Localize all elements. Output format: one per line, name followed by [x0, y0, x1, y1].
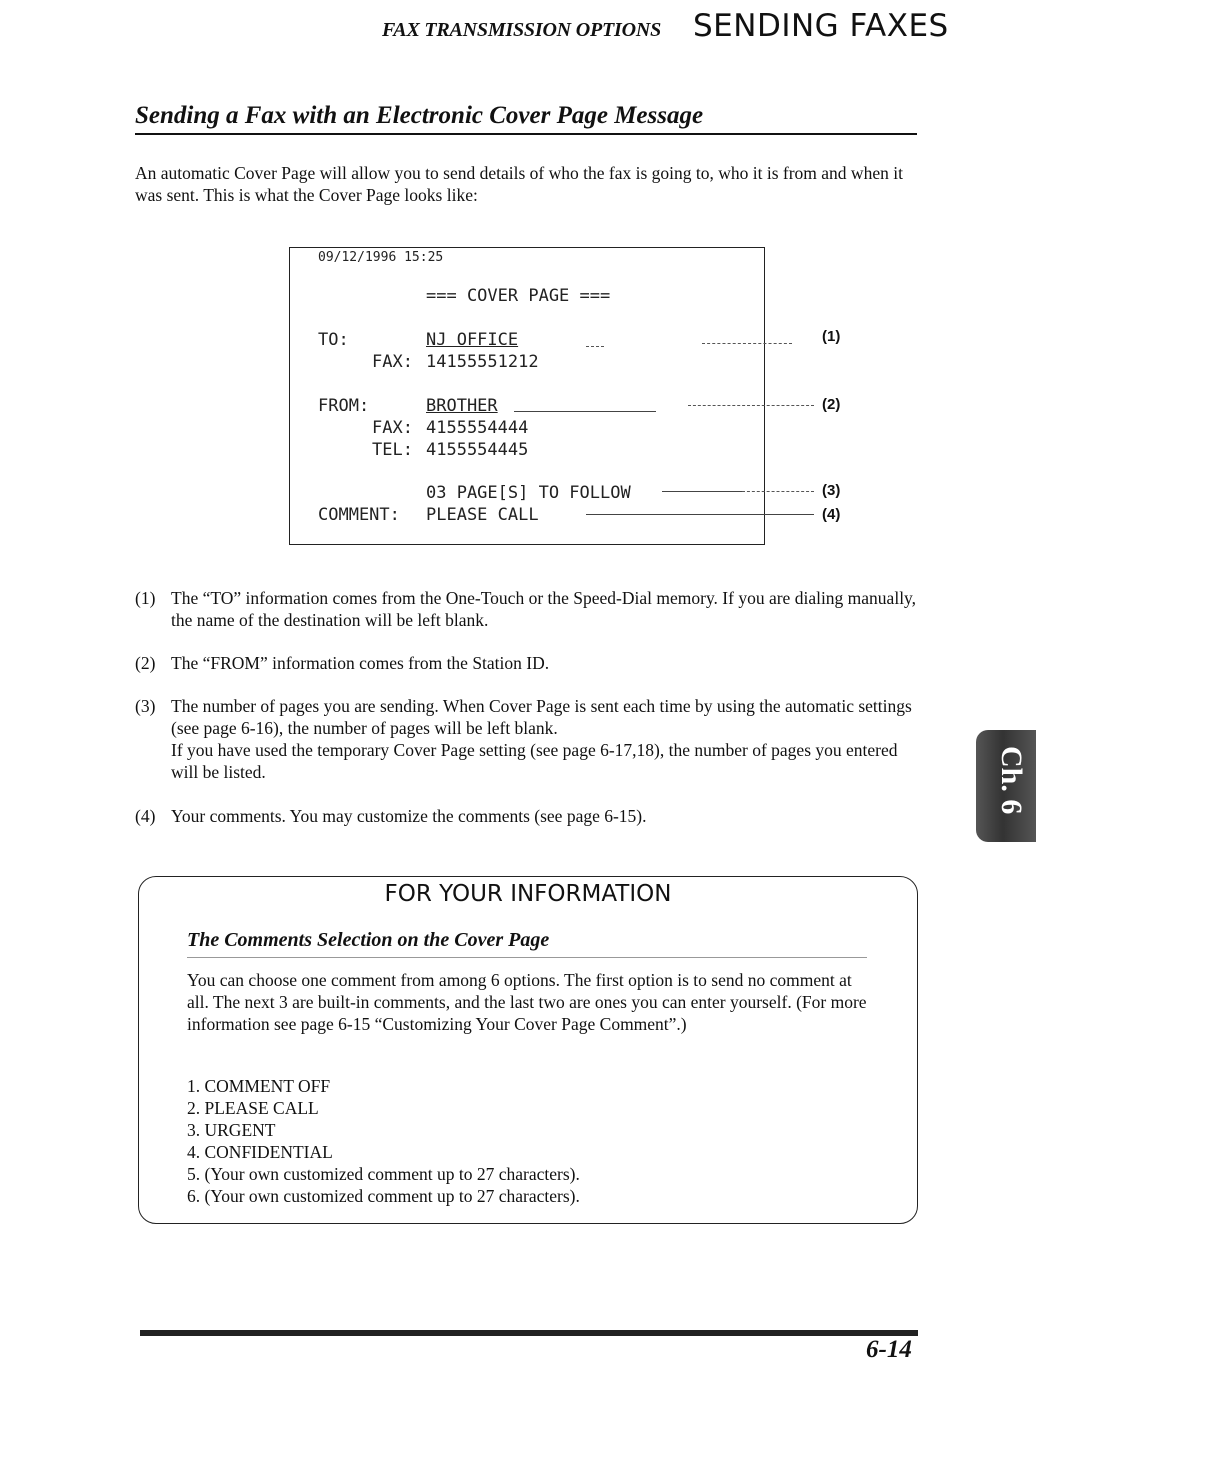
list-item: 5. (Your own customized comment up to 27 characters). — [187, 1164, 580, 1184]
fyi-body: You can choose one comment from among 6 options. The first option is to send no comment at all. The next 3 are built-in comments, and the last two are ones you can enter yourself. (For more information see page 6-15 “Customizing Your Cover Page Comment”.) — [187, 970, 867, 1034]
leader-4 — [586, 514, 814, 515]
cover-to-value: NJ OFFICE — [426, 330, 519, 350]
fyi-subtitle: The Comments Selection on the Cover Page — [187, 929, 550, 951]
section-title: Sending a Fax with an Electronic Cover Page Message — [135, 102, 917, 135]
note-3-text-continued: If you have used the temporary Cover Page setting (see page 6-17,18), the number of pages you entered will be listed. — [171, 740, 898, 782]
note-2-text: The “FROM” information comes from the Station ID. — [171, 653, 550, 673]
note-3-number: (3) — [135, 696, 156, 716]
intro-paragraph: An automatic Cover Page will allow you to send details of who the fax is going to, who it is from and when it was sent. This is what the Cover Page looks like: — [135, 163, 903, 205]
header-chapter-name: SENDING FAXES — [693, 8, 949, 44]
cover-comment-label: COMMENT: — [318, 505, 400, 525]
note-1 — [135, 587, 917, 631]
cover-from-value: BROTHER — [426, 396, 498, 416]
leader-2a — [514, 411, 656, 412]
header-section-name: FAX TRANSMISSION OPTIONS — [382, 19, 661, 41]
cover-tel-value: 4155554445 — [426, 440, 529, 460]
callout-4: (4) — [822, 506, 841, 523]
note-3-text: The number of pages you are sending. When Cover Page is sent each time by using the automatic settings (see page 6-16), the number of pages will be left blank. — [171, 696, 912, 738]
chapter-tab — [976, 730, 1036, 842]
fyi-box — [138, 876, 918, 1224]
leader-3b — [742, 491, 814, 492]
list-item: 1. COMMENT OFF — [187, 1076, 331, 1096]
fyi-divider — [187, 957, 867, 958]
cover-from-fax-value: 4155554444 — [426, 418, 529, 438]
footer-rule — [140, 1330, 918, 1336]
note-2-number: (2) — [135, 653, 156, 673]
page-number: 6-14 — [866, 1336, 912, 1363]
chapter-tab-label: Ch. 6 — [995, 746, 1028, 815]
leader-1b — [702, 343, 792, 344]
cover-datetime: 09/12/1996 15:25 — [318, 250, 444, 265]
comment-options-list — [187, 1075, 580, 1207]
list-item: 2. PLEASE CALL — [187, 1098, 319, 1118]
note-4-text: Your comments. You may customize the comments (see page 6-15). — [171, 806, 647, 826]
cover-to-label: TO: — [318, 330, 349, 350]
fyi-title: FOR YOUR INFORMATION — [384, 881, 672, 907]
note-2 — [135, 652, 917, 674]
list-item: 4. CONFIDENTIAL — [187, 1142, 333, 1162]
cover-from-label: FROM: — [318, 396, 370, 416]
note-1-number: (1) — [135, 588, 156, 608]
note-1-text: The “TO” information comes from the One-Touch or the Speed-Dial memory. If you are dialing manually, the name of the destination will be left blank. — [171, 588, 917, 630]
note-4-number: (4) — [135, 806, 156, 826]
list-item: 3. URGENT — [187, 1120, 276, 1140]
callout-3: (3) — [822, 482, 841, 499]
callout-2: (2) — [822, 396, 841, 413]
running-header — [382, 8, 949, 44]
cover-page-sample — [289, 247, 765, 545]
cover-to-fax-label: FAX: — [372, 352, 413, 372]
cover-pages-line: 03 PAGE[S] TO FOLLOW — [426, 483, 631, 503]
note-4 — [135, 805, 917, 827]
cover-from-fax-label: FAX: — [372, 418, 413, 438]
leader-1a — [586, 346, 604, 347]
cover-heading: === COVER PAGE === — [426, 286, 611, 306]
list-item: 6. (Your own customized comment up to 27 characters). — [187, 1186, 580, 1206]
leader-3a — [662, 491, 742, 492]
callout-1: (1) — [822, 328, 841, 345]
cover-to-fax-value: 14155551212 — [426, 352, 539, 372]
cover-tel-label: TEL: — [372, 440, 413, 460]
cover-comment-value: PLEASE CALL — [426, 505, 539, 525]
note-3 — [135, 695, 917, 783]
leader-2b — [688, 405, 814, 406]
